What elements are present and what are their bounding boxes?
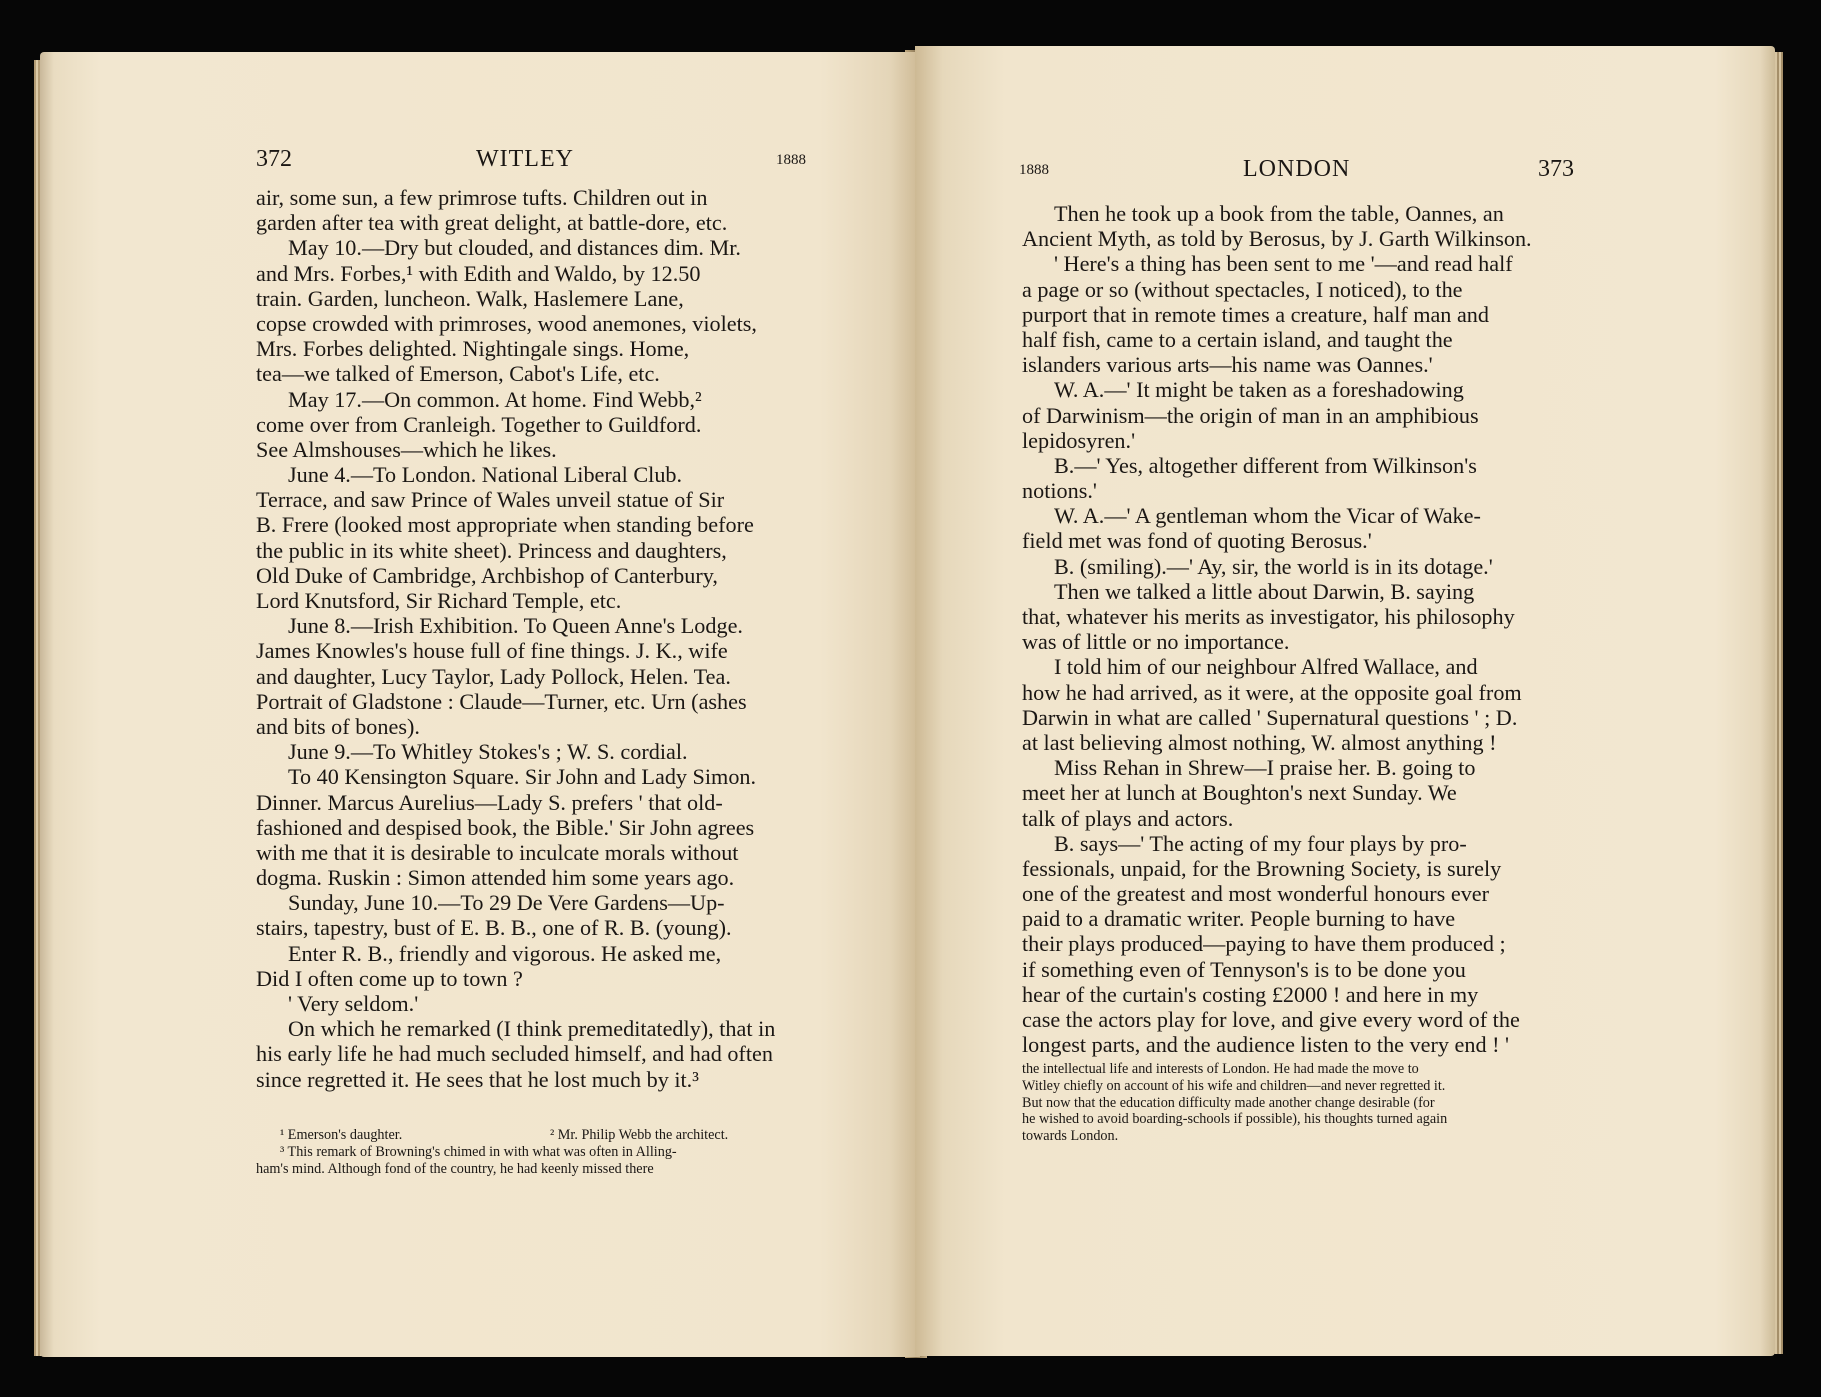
right-page-header (915, 156, 1775, 196)
text-line: ' Here's a thing has been sent to me '—and read half (1054, 251, 1513, 277)
text-line: field met was fond of quoting Berosus.' (1022, 528, 1372, 554)
text-line: a page or so (without spectacles, I noticed), to the (1022, 276, 1463, 302)
footnote-continued-line: Witley chiefly on account of his wife and children—and never regretted it. (1022, 1077, 1446, 1094)
text-line: tea—we talked of Emerson, Cabot's Life, etc. (256, 361, 660, 387)
text-line: dogma. Ruskin : Simon attended him some years ago. (256, 865, 735, 891)
left-page-year: 1888 (776, 152, 806, 168)
left-body-text (256, 185, 856, 1092)
text-line: talk of plays and actors. (1022, 805, 1234, 831)
footnote-1: ¹ Emerson's daughter. (280, 1127, 403, 1143)
left-page-header (40, 146, 920, 186)
text-line: notions.' (1022, 478, 1097, 504)
text-line: train. Garden, luncheon. Walk, Haslemere Lane, (256, 285, 684, 311)
text-line: if something even of Tennyson's is to be done you (1022, 956, 1466, 982)
text-line: Old Duke of Cambridge, Archbishop of Canterbury, (256, 562, 718, 588)
text-line: Dinner. Marcus Aurelius—Lady S. prefers ' that old- (256, 789, 723, 815)
text-line: Sunday, June 10.—To 29 De Vere Gardens—Up- (288, 890, 725, 916)
text-line: Portrait of Gladstone : Claude—Turner, etc. Urn (ashes (256, 688, 747, 714)
footnote-continued-line: But now that the education difficulty made another change desirable (for (1022, 1094, 1435, 1111)
text-line: June 4.—To London. National Liberal Club. (288, 462, 683, 488)
text-line: June 8.—Irish Exhibition. To Queen Anne's Lodge. (288, 613, 743, 639)
text-line: and bits of bones). (256, 713, 420, 739)
text-line: garden after tea with great delight, at battle-dore, etc. (256, 210, 728, 236)
text-line: Then he took up a book from the table, Oannes, an (1054, 201, 1504, 226)
text-line: and daughter, Lucy Taylor, Lady Pollock, Helen. Tea. (256, 663, 731, 689)
text-line: half fish, came to a certain island, and taught the (1022, 326, 1453, 352)
text-line: Miss Rehan in Shrew—I praise her. B. going to (1054, 755, 1476, 781)
footnote-2: ² Mr. Philip Webb the architect. (550, 1127, 729, 1143)
text-line: at last believing almost nothing, W. almost anything ! (1022, 729, 1497, 755)
text-line: their plays produced—paying to have them produced ; (1022, 931, 1506, 957)
text-line: islanders various arts—his name was Oannes.' (1022, 352, 1433, 378)
text-line: Enter R. B., friendly and vigorous. He asked me, (288, 940, 722, 966)
text-line: lepidosyren.' (1022, 427, 1136, 453)
text-line: how he had arrived, as it were, at the opposite goal from (1022, 679, 1522, 705)
text-line: air, some sun, a few primrose tufts. Children out in (256, 185, 708, 210)
text-line: May 17.—On common. At home. Find Webb,² (288, 386, 702, 412)
text-line: Then we talked a little about Darwin, B. saying (1054, 578, 1475, 604)
text-line: fessionals, unpaid, for the Browning Society, is surely (1022, 855, 1502, 881)
left-footnotes (256, 1127, 856, 1177)
text-line: paid to a dramatic writer. People burning to have (1022, 906, 1456, 932)
right-running-title: LONDON (1243, 156, 1351, 182)
text-line: longest parts, and the audience listen to the very end ! ' (1022, 1032, 1510, 1058)
text-line: Terrace, and saw Prince of Wales unveil statue of Sir (256, 487, 725, 513)
left-running-title: WITLEY (476, 146, 574, 172)
footnote-continued-line: he wished to avoid boarding-schools if possible), his thoughts turned again (1022, 1111, 1448, 1128)
text-line: Lord Knutsford, Sir Richard Temple, etc. (256, 588, 622, 613)
text-line: See Almshouses—which he likes. (256, 436, 557, 462)
text-line: I told him of our neighbour Alfred Wallace, and (1054, 654, 1478, 680)
text-line: B. Frere (looked most appropriate when standing before (256, 512, 754, 538)
footnote-continued-line: towards London. (1022, 1128, 1119, 1145)
text-line: meet her at lunch at Boughton's next Sunday. We (1022, 780, 1457, 806)
text-line: come over from Cranleigh. Together to Guildford. (256, 411, 702, 437)
text-line: Ancient Myth, as told by Berosus, by J. Garth Wilkinson. (1022, 226, 1532, 252)
right-body-text (1022, 201, 1612, 1057)
left-page-number: 372 (256, 146, 292, 172)
text-line: Mrs. Forbes delighted. Nightingale sings. Home, (256, 336, 690, 362)
text-line: his early life he had much secluded himself, and had often (256, 1041, 773, 1067)
text-line: since regretted it. He sees that he lost much by it.³ (256, 1066, 699, 1092)
text-line: fashioned and despised book, the Bible.' Sir John agrees (256, 814, 755, 840)
right-page-number: 373 (1538, 156, 1574, 182)
text-line: hear of the curtain's costing £2000 ! and here in my (1022, 981, 1479, 1007)
text-line: was of little or no importance. (1022, 629, 1290, 655)
text-line: James Knowles's house full of fine things. J. K., wife (256, 638, 728, 664)
text-line: W. A.—' A gentleman whom the Vicar of Wake- (1054, 503, 1481, 529)
text-line: B. says—' The acting of my four plays by pro- (1054, 830, 1467, 856)
text-line: ' Very seldom.' (288, 991, 419, 1016)
text-line: the public in its white sheet). Princess and daughters, (256, 537, 727, 563)
text-line: To 40 Kensington Square. Sir John and Lady Simon. (288, 764, 757, 790)
text-line: that, whatever his merits as investigator, his philosophy (1022, 604, 1515, 629)
text-line: W. A.—' It might be taken as a foreshadowing (1054, 377, 1464, 403)
text-line: and Mrs. Forbes,¹ with Edith and Waldo, by 12.50 (256, 260, 701, 286)
footnote-3-line: ³ This remark of Browning's chimed in with what was often in Alling- (280, 1143, 677, 1160)
text-line: stairs, tapestry, bust of E. B. B., one of R. B. (young). (256, 915, 732, 941)
text-line: purport that in remote times a creature, half man and (1022, 301, 1489, 327)
text-line: case the actors play for love, and give every word of the (1022, 1007, 1520, 1032)
right-page (915, 46, 1775, 1356)
text-line: B. (smiling).—' Ay, sir, the world is in its dotage.' (1054, 553, 1493, 579)
left-page (40, 52, 920, 1357)
text-line: B.—' Yes, altogether different from Wilkinson's (1054, 452, 1477, 478)
right-footnotes (1022, 1061, 1612, 1145)
text-line: Did I often come up to town ? (256, 965, 523, 991)
text-line: May 10.—Dry but clouded, and distances dim. Mr. (288, 235, 741, 261)
text-line: copse crowded with primroses, wood anemones, violets, (256, 310, 757, 336)
text-line: with me that it is desirable to inculcate morals without (256, 839, 739, 865)
text-line: one of the greatest and most wonderful honours ever (1022, 881, 1490, 907)
text-line: of Darwinism—the origin of man in an amphibious (1022, 402, 1479, 428)
right-page-year: 1888 (1019, 162, 1049, 178)
text-line: On which he remarked (I think premeditatedly), that in (288, 1016, 776, 1042)
text-line: Darwin in what are called ' Supernatural questions ' ; D. (1022, 704, 1518, 730)
text-line: June 9.—To Whitley Stokes's ; W. S. cordial. (288, 739, 688, 765)
footnote-3-line: ham's mind. Although fond of the country, he had keenly missed there (256, 1160, 654, 1177)
footnote-continued-line: the intellectual life and interests of London. He had made the move to (1022, 1061, 1419, 1077)
